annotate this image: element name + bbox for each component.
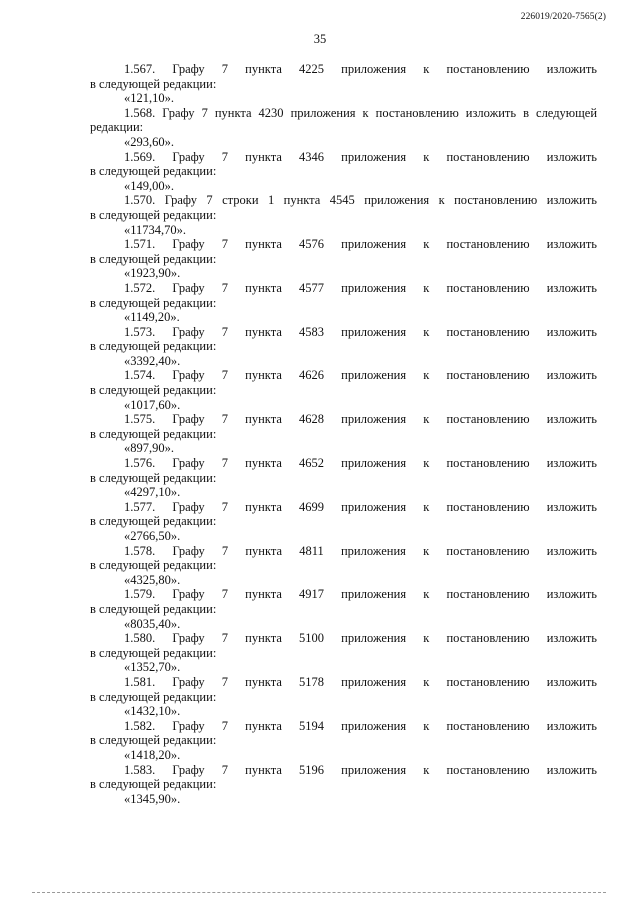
item-value: «1923,90». [124,266,181,281]
item-text-continuation: редакции: [90,120,144,135]
list-item [90,763,597,807]
item-number: 1.580. [124,631,156,646]
page-number: 35 [313,32,327,46]
item-text-continuation: в следующей редакции: [90,470,217,485]
document-body [90,62,597,806]
list-item [90,193,597,237]
list-item [90,237,597,281]
item-text: Графу 7 пункта 4577 приложения к постановлению изложить [172,280,598,295]
item-text-continuation: в следующей редакции: [90,251,217,266]
item-value: «149,00». [124,178,174,193]
list-item [90,325,597,369]
item-text: Графу 7 пункта 4652 приложения к постановлению изложить [172,456,598,471]
item-number: 1.574. [124,368,156,383]
amendment-paragraph [90,193,597,208]
item-text-continuation: в следующей редакции: [90,383,217,398]
item-text-continuation: в следующей редакции: [90,514,217,529]
item-value: «8035,40». [124,616,181,631]
item-value: «4325,80». [124,572,181,587]
item-text-continuation: в следующей редакции: [90,426,217,441]
list-item [90,106,597,150]
item-text: Графу 7 пункта 4917 приложения к постановлению изложить [172,587,598,602]
amendment-paragraph [90,719,597,734]
item-text-continuation: в следующей редакции: [90,733,217,748]
amendment-paragraph [90,631,597,646]
item-number: 1.575. [124,412,156,427]
item-value: «897,90». [124,441,174,456]
bottom-divider [32,892,606,893]
item-number: 1.583. [124,762,156,777]
list-item [90,719,597,763]
list-item [90,150,597,194]
amendment-paragraph [90,325,597,340]
item-text: Графу 7 пункта 4225 приложения к постановлению изложить [172,62,598,76]
item-value: «1017,60». [124,397,181,412]
item-number: 1.569. [124,149,156,164]
document-id: 226019/2020-7565(2) [520,12,606,22]
amendment-paragraph [90,587,597,602]
item-number: 1.582. [124,718,156,733]
amendment-paragraph [90,544,597,559]
item-number: 1.572. [124,280,156,295]
item-text: Графу 7 пункта 4230 приложения к постановлению изложить в следующей [162,105,598,120]
item-text-continuation: в следующей редакции: [90,207,217,222]
list-item [90,631,597,675]
item-value: «1418,20». [124,747,181,762]
item-number: 1.578. [124,543,156,558]
list-item [90,456,597,500]
item-number: 1.568. [124,105,156,120]
item-value: «1352,70». [124,660,181,675]
item-text-continuation: в следующей редакции: [90,645,217,660]
amendment-paragraph [90,62,597,77]
list-item [90,412,597,456]
amendment-paragraph [90,281,597,296]
item-value: «1432,10». [124,704,181,719]
item-text: Графу 7 пункта 5196 приложения к постановлению изложить [172,762,598,777]
item-number: 1.579. [124,587,156,602]
item-text-continuation: в следующей редакции: [90,689,217,704]
amendment-paragraph [90,106,597,121]
item-number: 1.567. [124,62,156,76]
amendment-paragraph [90,237,597,252]
item-text: Графу 7 пункта 4628 приложения к постановлению изложить [172,412,598,427]
list-item [90,587,597,631]
item-value: «121,10». [124,91,174,106]
item-value: «3392,40». [124,353,181,368]
amendment-paragraph [90,412,597,427]
item-number: 1.573. [124,324,156,339]
amendment-paragraph [90,500,597,515]
amendment-paragraph [90,368,597,383]
list-item [90,368,597,412]
amendment-paragraph [90,150,597,165]
item-number: 1.576. [124,456,156,471]
item-text-continuation: в следующей редакции: [90,601,217,616]
item-text-continuation: в следующей редакции: [90,777,217,792]
item-value: «1345,90». [124,791,181,806]
list-item [90,500,597,544]
item-number: 1.571. [124,237,156,252]
item-text: Графу 7 пункта 4626 приложения к постановлению изложить [172,368,598,383]
amendment-paragraph [90,675,597,690]
item-text: Графу 7 пункта 4576 приложения к постановлению изложить [172,237,598,252]
item-value: «11734,70». [124,222,187,237]
item-value: «2766,50». [124,529,181,543]
item-text: Графу 7 пункта 4583 приложения к постановлению изложить [172,324,598,339]
item-number: 1.581. [124,674,156,689]
list-item [90,675,597,719]
item-text: Графу 7 пункта 5100 приложения к постановлению изложить [172,631,598,646]
amendment-paragraph [90,763,597,778]
item-number: 1.570. [124,193,156,208]
item-text-continuation: в следующей редакции: [90,295,217,310]
item-text-continuation: в следующей редакции: [90,558,217,573]
item-text-continuation: в следующей редакции: [90,76,217,91]
item-value: «293,60». [124,134,174,149]
item-text: Графу 7 пункта 4699 приложения к постановлению изложить [172,499,598,514]
item-text: Графу 7 строки 1 пункта 4545 приложения к постановлению изложить [164,193,597,208]
item-text: Графу 7 пункта 5178 приложения к постановлению изложить [172,674,598,689]
item-text: Графу 7 пункта 5194 приложения к постановлению изложить [172,718,598,733]
list-item [90,281,597,325]
item-value: «1149,20». [124,310,180,325]
list-item [90,62,597,106]
item-number: 1.577. [124,499,156,514]
item-text: Графу 7 пункта 4346 приложения к постановлению изложить [172,149,598,164]
amendment-paragraph [90,456,597,471]
item-text: Графу 7 пункта 4811 приложения к постановлению изложить [172,543,598,558]
item-text-continuation: в следующей редакции: [90,339,217,354]
item-text-continuation: в следующей редакции: [90,164,217,179]
item-value: «4297,10». [124,485,181,500]
list-item [90,544,597,588]
